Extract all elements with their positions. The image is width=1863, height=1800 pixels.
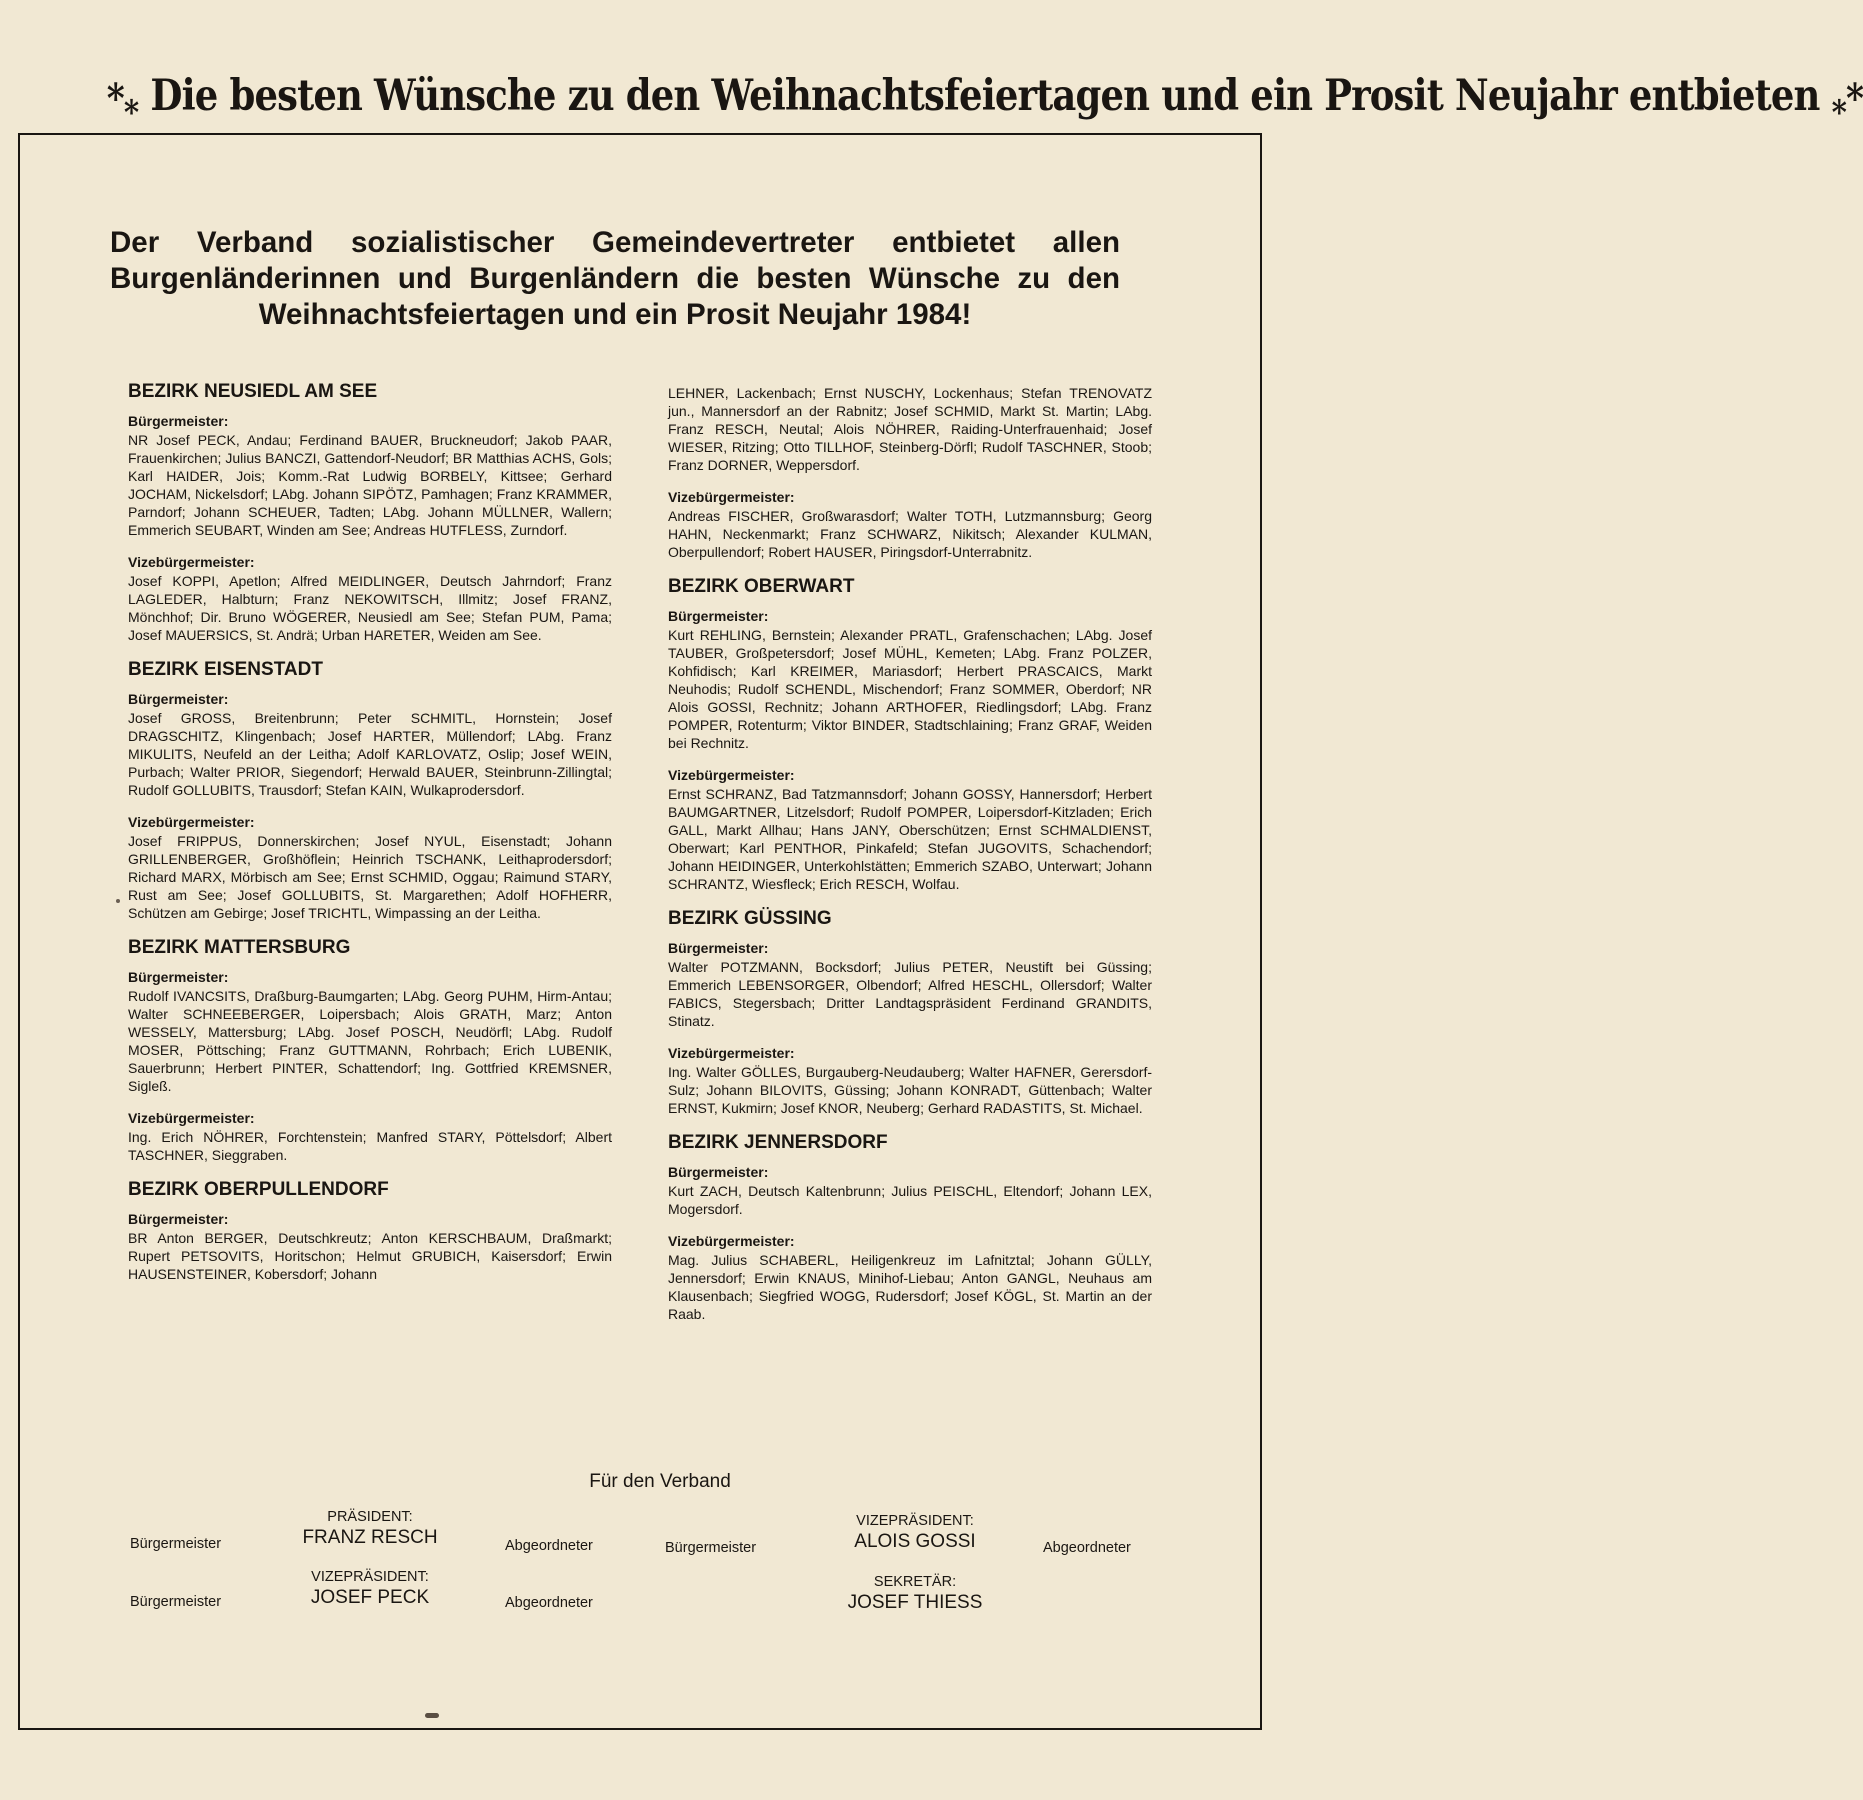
officer-title: PRÄSIDENT: — [327, 1509, 413, 1525]
asterisk-icon: * — [1846, 75, 1863, 122]
signature-role: Bürgermeister — [130, 1536, 222, 1552]
name-list: BR Anton BERGER, Deutschkreutz; Anton KERSCHBAUM, Draßmarkt; Rupert PETSOVITS, Horitschon; Helmut GRUBICH, Kaisersdorf; Erwin HAUSENSTEINER, Kobersdorf; Johann — [128, 1230, 612, 1282]
officer-name: ALOIS GOSSI — [854, 1531, 976, 1552]
officer-name: JOSEF THIESS — [847, 1592, 983, 1613]
signature-vizepraesident-1 — [285, 1568, 455, 1610]
name-list: Josef GROSS, Breitenbrunn; Peter SCHMITL, Hornstein; Josef DRAGSCHITZ, Klingenbach; Josef HARTER, Müllendorf; LAbg. Franz MIKULITS, Neufeld an der Leitha; Adolf KARLOVATZ, Oslip; Josef WEIN, Purbach; Walter PRIOR, Siegendorf; Herwald BAUER, Steinbrunn-Zillingtal; Rudolf GOLLUBITS, Trausdorf; Stefan KAIN, Wulkaprodersdorf. — [128, 710, 612, 798]
name-list: NR Josef PECK, Andau; Ferdinand BAUER, Bruckneudorf; Jakob PAAR, Frauenkirchen; Julius BANCZI, Gattendorf-Neudorf; BR Matthias ACHS, Gols; Karl HAIDER, Jois; Komm.-Rat Ludwig BORBELY, Kittsee; Gerhard JOCHAM, Nickelsdorf; LAbg. Johann SIPÖTZ, Pamhagen; Franz KRAMMER, Parndorf; Johann SCHEUER, Tadten; LAbg. Johann MÜLLNER, Wallern; Emmerich SEUBART, Winden am See; Andreas HUTFLESS, Zurndorf. — [128, 432, 612, 538]
role-label: Bürgermeister: — [668, 1164, 769, 1180]
name-list: Josef FRIPPUS, Donnerskirchen; Josef NYUL, Eisenstadt; Johann GRILLENBERGER, Großhöflein; Heinrich TSCHANK, Leithaprodersdorf; Richard MARX, Mörbisch am See; Ernst SCHMID, Oggau; Raimund STARY, Rust am See; Josef GOLLUBITS, St. Margarethen; Adolf HOFHERR, Schützen am Gebirge; Josef TRICHTL, Wimpassing an der Leitha. — [128, 833, 612, 921]
role-label: Vizebürgermeister: — [668, 489, 795, 505]
role-label: Bürgermeister: — [668, 940, 769, 956]
headline: Der Verband sozialistischer Gemeindevertreter entbietet allen Burgenländerinnen und Burgenländern die besten Wünsche zu den Weihnachtsfeiertagen und ein Prosit Neujahr 1984! — [110, 226, 1120, 331]
district-heading: BEZIRK GÜSSING — [668, 908, 832, 929]
role-label: Vizebürgermeister: — [668, 1233, 795, 1249]
print-speck — [116, 899, 120, 903]
role-label: Bürgermeister: — [128, 413, 229, 429]
name-list: Kurt REHLING, Bernstein; Alexander PRATL, Grafenschachen; LAbg. Josef TAUBER, Großpetersdorf; Josef MÜHL, Kemeten; LAbg. Franz POLZER, Kohfidisch; Karl KREIMER, Mariasdorf; Herbert PRASCAICS, Markt Neuhodis; Rudolf SCHENDL, Mischendorf; Franz SOMMER, Oberdorf; NR Alois GOSSI, Rechnitz; Johann ARTHOFER, Riedlingsdorf; LAbg. Franz POMPER, Rotenturm; Viktor BINDER, Stadtschlaining; Franz GRAF, Weiden bei Rechnitz. — [668, 627, 1152, 751]
district-heading: BEZIRK OBERPULLENDORF — [128, 1179, 389, 1200]
right-column — [668, 384, 1152, 1337]
name-list: Andreas FISCHER, Großwarasdorf; Walter TOTH, Lutzmannsburg; Georg HAHN, Neckenmarkt; Franz SCHWARZ, Nikitsch; Alexander KULMAN, Oberpullendorf; Robert HAUSER, Piringsdorf-Unterrabnitz. — [668, 508, 1152, 560]
name-list: Walter POTZMANN, Bocksdorf; Julius PETER, Neustift bei Güssing; Emmerich LEBENSORGER, Olbendorf; Alfred HESCHL, Ollersdorf; Walter FABICS, Stegersbach; Dritter Landtagspräsident Ferdinand GRANDITS, Stinatz. — [668, 959, 1152, 1029]
signature-role: Bürgermeister — [130, 1594, 222, 1610]
banner-text: Die besten Wünsche zu den Weihnachtsfeiertagen und ein Prosit Neujahr entbieten — [150, 71, 1820, 121]
signature-role: Abgeordneter — [1043, 1540, 1131, 1556]
left-column — [128, 380, 612, 1297]
signature-role: Abgeordneter — [505, 1538, 593, 1554]
role-label: Vizebürgermeister: — [668, 1045, 795, 1061]
name-list: Ing. Erich NÖHRER, Forchtenstein; Manfred STARY, Pöttelsdorf; Albert TASCHNER, Sieggraben. — [128, 1129, 612, 1163]
signature-praesident — [285, 1508, 455, 1550]
district-heading: BEZIRK JENNERSDORF — [668, 1132, 888, 1153]
role-label: Vizebürgermeister: — [128, 814, 255, 830]
signature-sekretaer — [830, 1573, 1000, 1615]
officer-name: JOSEF PECK — [310, 1587, 430, 1608]
role-label: Vizebürgermeister: — [128, 554, 255, 570]
signature-vizepraesident-2 — [830, 1512, 1000, 1554]
name-list: Josef KOPPI, Apetlon; Alfred MEIDLINGER, Deutsch Jahrndorf; Franz LAGLEDER, Halbturn; Franz NEKOWITSCH, Illmitz; Josef FRANZ, Mönchhof; Dir. Bruno WÖGERER, Neusiedl am See; Stefan PUM, Pama; Josef MAUERSICS, St. Andrä; Urban HARETER, Weiden am See. — [128, 573, 612, 643]
name-list: Mag. Julius SCHABERL, Heiligenkreuz im Lafnitztal; Johann GÜLLY, Jennersdorf; Erwin KNAUS, Minihof-Liebau; Anton GANGL, Neuhaus am Klausenbach; Siegfried WOGG, Rudersdorf; Josef KÖGL, St. Martin an der Raab. — [668, 1252, 1152, 1322]
asterisk-icon: * — [106, 75, 124, 122]
asterisk-icon: * — [1831, 93, 1847, 133]
officer-title: VIZEPRÄSIDENT: — [856, 1513, 974, 1529]
officer-title: SEKRETÄR: — [873, 1574, 957, 1590]
district-heading: BEZIRK MATTERSBURG — [128, 937, 351, 958]
district-heading: BEZIRK NEUSIEDL AM SEE — [128, 381, 378, 402]
role-label: Bürgermeister: — [128, 969, 229, 985]
for-the-association: Für den Verband — [589, 1471, 731, 1492]
district-heading: BEZIRK EISENSTADT — [128, 659, 323, 680]
name-list: Ernst SCHRANZ, Bad Tatzmannsdorf; Johann GOSSY, Hannersdorf; Herbert BAUMGARTNER, Litzelsdorf; Rudolf POMPER, Loipersdorf-Kitzladen; Erich GALL, Markt Allhau; Hans JANY, Oberschützen; Ernst SCHMALDIENST, Oberwart; Karl PENTHOR, Pinkafeld; Stefan JUGOVITS, Schachendorf; Johann HEIDINGER, Unterkohlstätten; Emmerich SZABO, Unterwart; Johann SCHRANTZ, Wiesfleck; Erich RESCH, Wolfau. — [668, 786, 1152, 892]
officer-title: VIZEPRÄSIDENT: — [311, 1569, 429, 1585]
name-list-continued: LEHNER, Lackenbach; Ernst NUSCHY, Lockenhaus; Stefan TRENOVATZ jun., Mannersdorf an der Rabnitz; Josef SCHMID, Markt St. Martin; LAbg. Franz RESCH, Neutal; Alois NÖHRER, Raiding-Unterfrauenhaid; Josef WIESER, Ritzing; Otto TILLHOF, Steinberg-Dörfl; Rudolf TASCHNER, Stoob; Franz DORNER, Weppersdorf. — [668, 385, 1152, 473]
district-heading: BEZIRK OBERWART — [668, 576, 855, 597]
signature-role: Bürgermeister — [665, 1540, 757, 1556]
role-label: Bürgermeister: — [128, 1211, 229, 1227]
asterisk-icon: * — [123, 93, 139, 133]
print-mark — [425, 1713, 439, 1718]
holiday-banner — [106, 62, 1863, 133]
signature-role: Abgeordneter — [505, 1595, 593, 1611]
name-list: Rudolf IVANCSITS, Draßburg-Baumgarten; LAbg. Georg PUHM, Hirm-Antau; Walter SCHNEEBERGER, Loipersbach; Alois GRATH, Marz; Anton WESSELY, Mattersburg; LAbg. Josef POSCH, Neudörfl; LAbg. Rudolf MOSER, Pöttsching; Franz GUTTMANN, Rohrbach; Erich LUBENIK, Sauerbrunn; Herbert PINTER, Schattendorf; Ing. Gottfried KREMSNER, Sigleß. — [128, 988, 612, 1094]
role-label: Bürgermeister: — [128, 691, 229, 707]
name-list: Kurt ZACH, Deutsch Kaltenbrunn; Julius PEISCHL, Eltendorf; Johann LEX, Mogersdorf. — [668, 1183, 1152, 1217]
role-label: Vizebürgermeister: — [128, 1110, 255, 1126]
name-list: Ing. Walter GÖLLES, Burgauberg-Neudauberg; Walter HAFNER, Gerersdorf-Sulz; Johann BILOVITS, Güssing; Johann KONRADT, Güttenbach; Walter ERNST, Kukmirn; Josef KNOR, Neuberg; Gerhard RADASTITS, St. Michael. — [668, 1064, 1152, 1116]
role-label: Bürgermeister: — [668, 608, 769, 624]
officer-name: FRANZ RESCH — [302, 1527, 438, 1548]
role-label: Vizebürgermeister: — [668, 767, 795, 783]
